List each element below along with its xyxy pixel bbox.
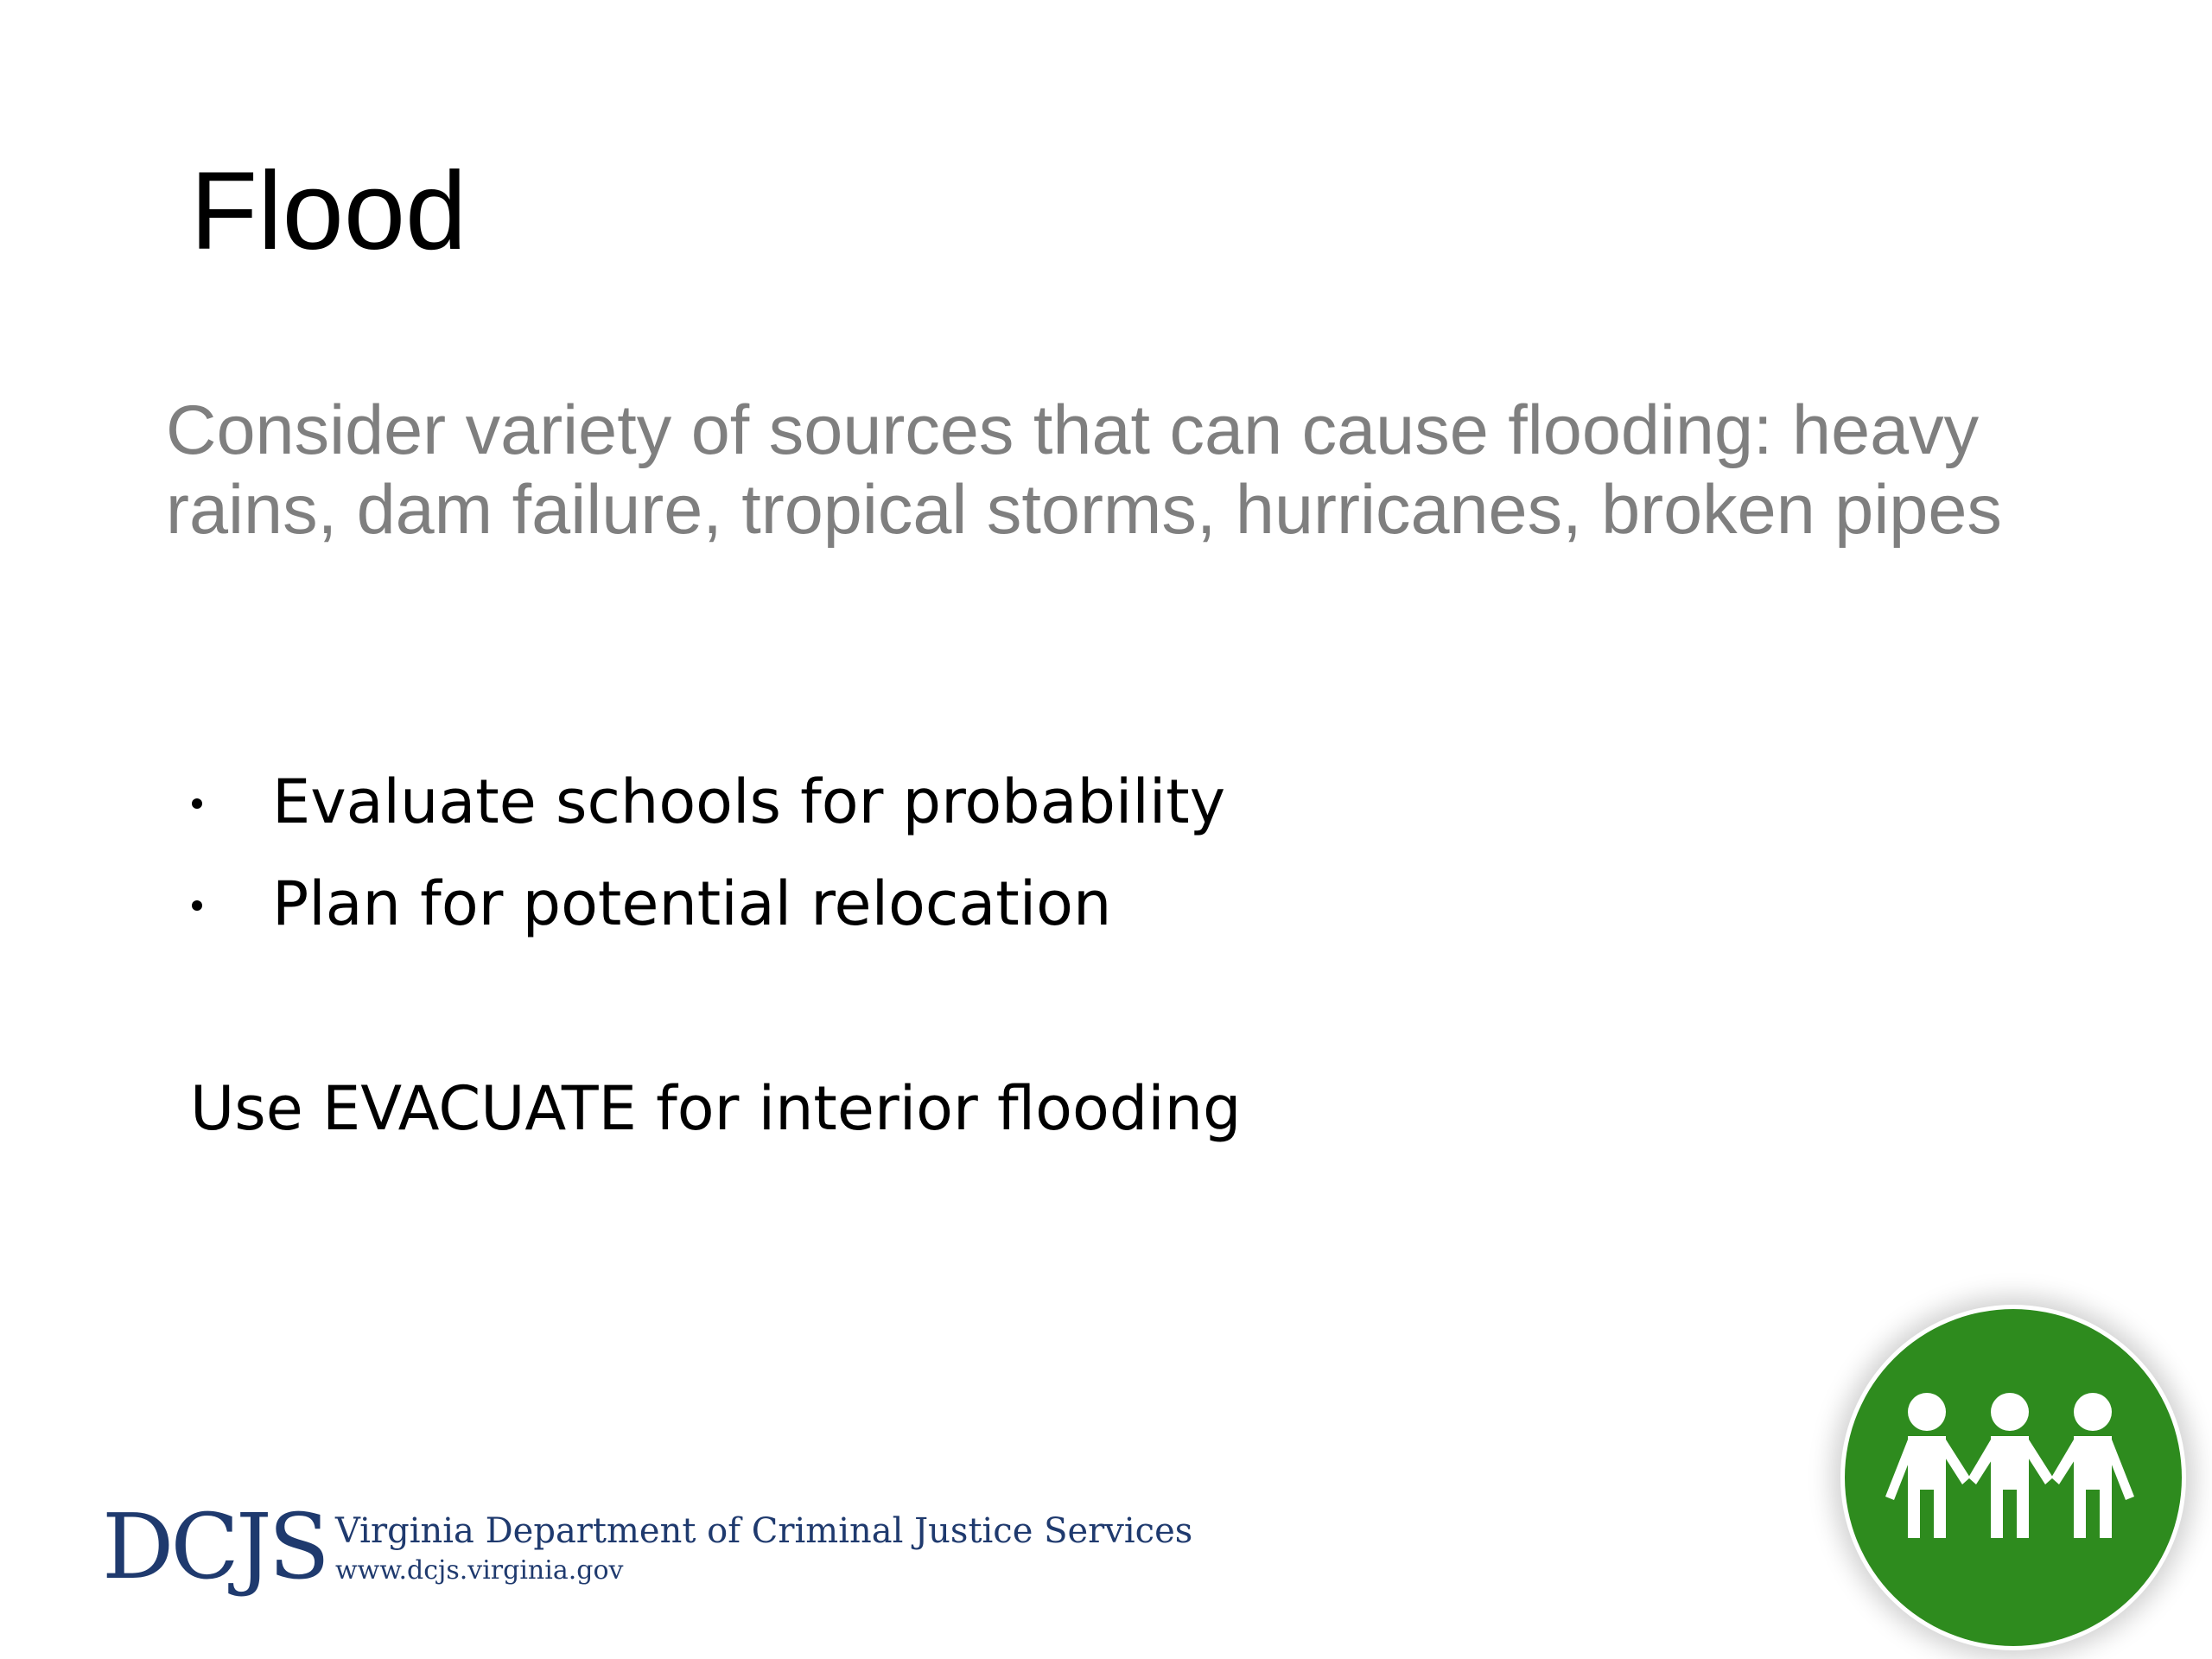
bullet-list — [181, 760, 1225, 964]
logo-name: Virginia Department of Criminal Justice Services — [335, 1511, 1193, 1551]
bullet-item — [181, 862, 1225, 964]
dcjs-logo — [102, 1494, 1193, 1607]
bullet-label: Plan for potential relocation — [272, 868, 1112, 939]
evacuate-people-icon — [1840, 1305, 2186, 1650]
intro-text: Consider variety of sources that can cause flooding: heavy rains, dam failure, tropical storms, hurricanes, broken pipes — [166, 391, 2002, 549]
slide-title: Flood — [190, 149, 467, 273]
bullet-icon — [192, 798, 202, 809]
evacuate-badge — [1840, 1305, 2186, 1650]
bullet-item — [181, 760, 1225, 862]
logo-mark: DCJS — [102, 1494, 327, 1599]
bullet-icon — [192, 900, 202, 911]
bullet-label: Evaluate schools for probability — [272, 766, 1226, 837]
logo-url: www.dcjs.virginia.gov — [335, 1555, 624, 1586]
closing-text: Use EVACUATE for interior flooding — [190, 1073, 1242, 1144]
